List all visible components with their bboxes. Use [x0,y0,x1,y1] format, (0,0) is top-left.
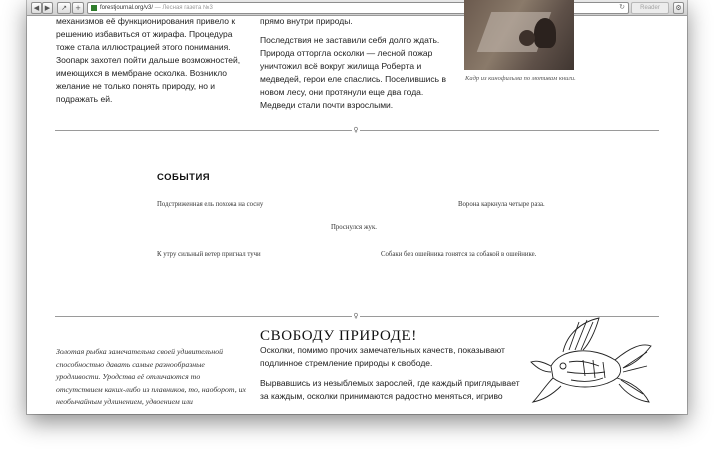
article-column-middle [260,15,454,112]
sidebar-quote: Золотая рыбка замечательна своей удивительной способностью давать самые разнообразные уродливости. Уродства её отличаются то отсутствием каких-либо из плавников, то, наоборот, их необычайным удлинением, удвоением или [56,347,246,406]
article-text-middle-2: Последствия не заставили себя долго ждать. Природа отторгла осколки — лесной пожар уничтожил всё вокруг жилища Роберта и медведей, герои еле спаслись. Поселившись в новом лесу, они протянули еще два года. Медведи стали почти взрослыми. [260,35,446,110]
back-button[interactable]: ◀ [31,2,42,14]
freedom-paragraph-1: Осколки, помимо прочих замечательных качеств, показывают подлинное стремление природы к свободе. [260,345,505,368]
site-favicon-icon [91,5,97,11]
event-item: Собаки без ошейника гонятся за собакой в ошейнике. [381,251,537,258]
reload-icon[interactable]: ↻ [619,4,625,11]
event-item: Ворона каркнула четыре раза. [458,201,545,208]
share-button[interactable]: ↗ [57,2,71,14]
freedom-article [260,344,520,403]
divider-ornament-icon: ♀ [353,312,359,320]
forward-button[interactable]: ▶ [42,2,53,14]
events-heading: СОБЫТИЯ [157,172,211,183]
freedom-heading: СВОБОДУ ПРИРОДЕ! [260,328,417,344]
url-text: forestjournal.org/v3/ — Лесная газета №3 [100,5,213,11]
goldfish-illustration [523,316,653,406]
browser-window [27,0,687,414]
event-item: Проснулся жук. [331,224,377,231]
event-item: Подстриженная ель похожа на сосну [157,201,264,208]
divider-ornament-icon: ♀ [353,126,359,134]
movie-still-image [464,0,574,70]
reader-button[interactable]: Reader [631,2,669,14]
article-text-middle-1: прямо внутри природы. [260,16,353,26]
article-column-left [56,15,248,106]
article-text-left: механизмов её функционирования привело к решению избавиться от жирафа. Процедура тоже стала иллюстрацией этого понимания. Зоопарк захотел пойти дальше возможностей, имеющихся в мембране осколка. Возникло желание не только понять природу, но и подражать ей. [56,16,241,104]
freedom-paragraph-2: Вырвавшись из незыблемых зарослей, где каждый приглядывает за каждым, осколки принимаются радостно меняться, игриво [260,378,520,401]
event-item: К утру сильный ветер пригнал тучи [157,251,261,258]
settings-gear-icon[interactable]: ⚙ [673,2,684,14]
image-caption: Кадр из кинофильма по мотивам книги. [465,75,576,82]
add-bookmark-button[interactable]: + [72,2,84,14]
browser-toolbar [27,0,687,16]
